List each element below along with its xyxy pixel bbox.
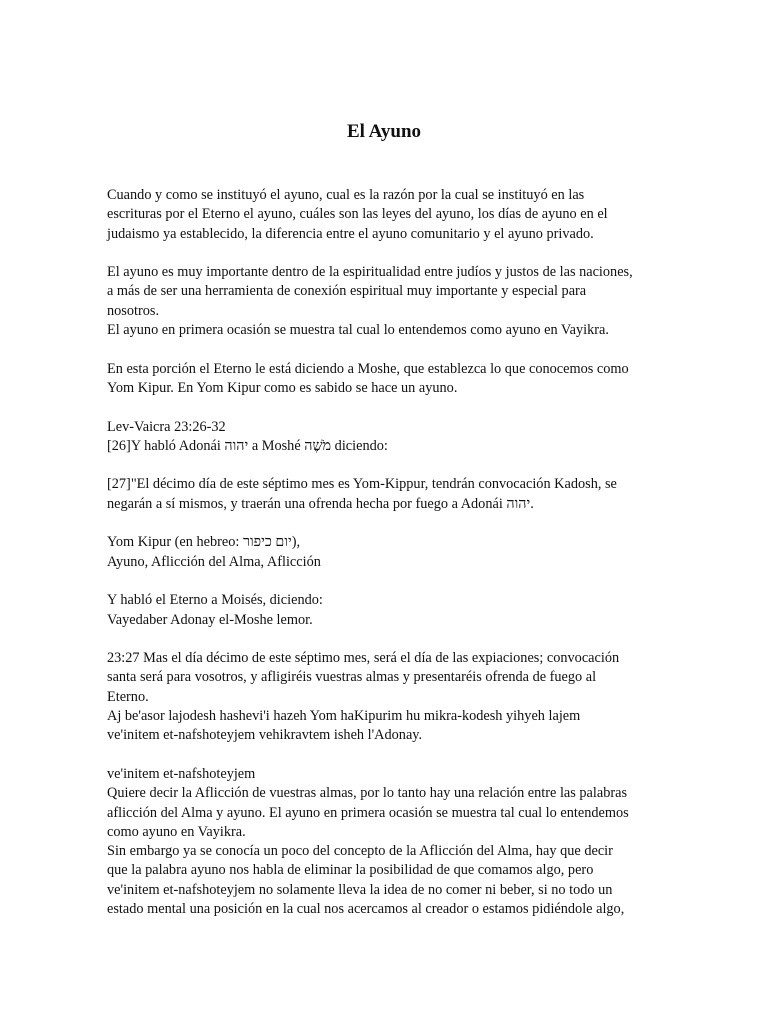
text-line: El ayuno en primera ocasión se muestra tal cual lo entendemos como ayuno en Vayikra. xyxy=(107,322,609,339)
text-line: Sin embargo ya se conocía un poco del concepto de la Aflicción del Alma, hay que decir xyxy=(107,843,613,860)
text-line: escrituras por el Eterno el ayuno, cuáles son las leyes del ayuno, los días de ayuno en el xyxy=(107,206,608,223)
text-line: nosotros. xyxy=(107,302,160,319)
text-line: ve'initem et-nafshoteyjem no solamente lleva la idea de no comer ni beber, si no todo un xyxy=(107,881,613,898)
page-title: El Ayuno xyxy=(346,121,422,142)
paragraph xyxy=(107,186,655,244)
paragraph xyxy=(107,765,655,919)
paragraph xyxy=(107,418,655,457)
text-line: negarán a sí mismos, y traerán una ofrenda hecha por fuego a Adonái יהוה. xyxy=(107,495,534,512)
text-line: judaismo ya establecido, la diferencia entre el ayuno comunitario y el ayuno privado. xyxy=(107,225,594,242)
text-line: Vayedaber Adonay el-Moshe lemor. xyxy=(107,611,313,628)
paragraph xyxy=(107,649,655,745)
text-line: Y habló el Eterno a Moisés, diciendo: xyxy=(107,592,323,609)
text-line: 23:27 Mas el día décimo de este séptimo mes, será el día de las expiaciones; convocación xyxy=(107,650,620,667)
text-line: ve'initem et-nafshoteyjem xyxy=(107,765,256,782)
text-line: Yom Kipur (en hebreo: יום כיפור), xyxy=(107,534,301,551)
text-line: [27]"El décimo día de este séptimo mes es Yom-Kippur, tendrán convocación Kadosh, se xyxy=(107,476,617,493)
text-line: En esta porción el Eterno le está diciendo a Moshe, que establezca lo que conocemos como xyxy=(107,360,629,377)
text-line: Aj be'asor lajodesh hashevi'i hazeh Yom haKipurim hu mikra-kodesh yihyeh lajem xyxy=(107,708,581,725)
paragraph xyxy=(107,475,655,514)
paragraph xyxy=(107,263,655,340)
text-line: Lev-Vaicra 23:26-32 xyxy=(107,418,226,435)
text-line: El ayuno es muy importante dentro de la espiritualidad entre judíos y justos de las naciones, xyxy=(107,264,633,281)
text-line: como ayuno en Vayikra. xyxy=(107,823,246,840)
paragraph xyxy=(107,533,655,572)
text-line: [26]Y habló Adonái יהוה a Moshé מֹשֶׁה diciendo: xyxy=(107,437,388,454)
paragraph xyxy=(107,360,655,399)
text-line: Cuando y como se instituyó el ayuno, cual es la razón por la cual se instituyó en las xyxy=(107,187,585,203)
text-line: aflicción del Alma y ayuno. El ayuno en primera ocasión se muestra tal cual lo entendemos xyxy=(107,804,629,821)
text-line: Yom Kipur. En Yom Kipur como es sabido se hace un ayuno. xyxy=(107,379,458,396)
text-line: Eterno. xyxy=(107,688,149,705)
text-line: Quiere decir la Aflicción de vuestras almas, por lo tanto hay una relación entre las palabras xyxy=(107,785,628,802)
text-line: estado mental una posición en la cual nos acercamos al creador o estamos pidiéndole algo, xyxy=(107,900,625,917)
text-line: santa será para vosotros, y afligiréis vuestras almas y presentaréis ofrenda de fuego al xyxy=(107,669,597,686)
paragraph xyxy=(107,591,655,630)
text-line: que la palabra ayuno nos habla de eliminar la posibilidad de que comamos algo, pero xyxy=(107,862,594,879)
text-line: ve'initem et-nafshoteyjem vehikravtem isheh l'Adonay. xyxy=(107,727,423,744)
text-line: a más de ser una herramienta de conexión espiritual muy importante y especial para xyxy=(107,283,587,300)
document-body xyxy=(107,186,655,939)
text-line: Ayuno, Aflicción del Alma, Aflicción xyxy=(107,553,321,570)
